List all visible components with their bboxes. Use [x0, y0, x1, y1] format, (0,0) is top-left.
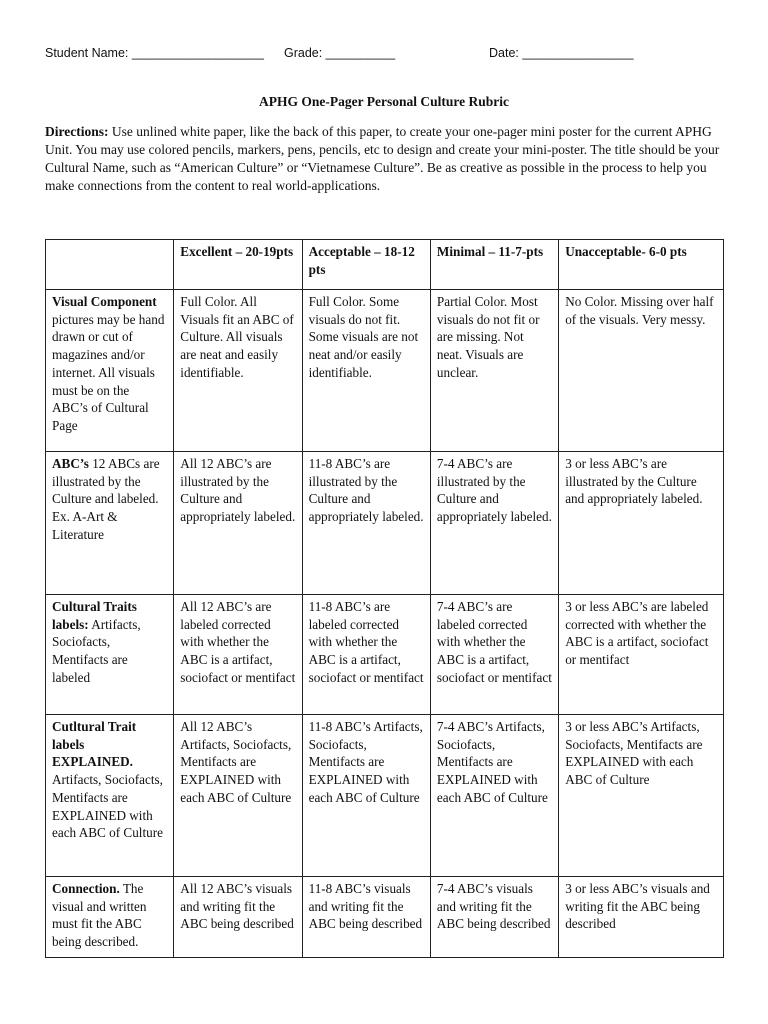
rubric-cell: Full Color. Some visuals do not fit. Some visuals are not neat and/or easily identifiable.	[302, 290, 430, 452]
rubric-cell: 3 or less ABC’s visuals and writing fit the ABC being described	[559, 877, 724, 958]
rubric-cell: All 12 ABC’s are illustrated by the Culture and appropriately labeled.	[174, 452, 302, 595]
table-row	[46, 595, 724, 715]
rubric-cell: 7-4 ABC’s Artifacts, Sociofacts, Mentifacts are EXPLAINED with each ABC of Culture	[430, 715, 558, 877]
criterion-cell: Cultural Traits labels: Artifacts, Sociofacts, Mentifacts are labeled	[46, 595, 174, 715]
rubric-cell: 11-8 ABC’s Artifacts, Sociofacts, Mentifacts are EXPLAINED with each ABC of Culture	[302, 715, 430, 877]
rubric-table	[45, 239, 724, 958]
rubric-cell: 3 or less ABC’s are labeled corrected with whether the ABC is a artifact, sociofact or mentifact	[559, 595, 724, 715]
criterion-cell: Cutltural Trait labels EXPLAINED. Artifacts, Sociofacts, Mentifacts are EXPLAINED with each ABC of Culture	[46, 715, 174, 877]
student-info-header	[45, 46, 725, 66]
directions-paragraph	[45, 123, 725, 195]
header-cell-minimal: Minimal – 11-7-pts	[430, 240, 558, 290]
rubric-cell: 7-4 ABC’s are labeled corrected with whether the ABC is a artifact, sociofact or mentifact	[430, 595, 558, 715]
criterion-cell: Connection. The visual and written must fit the ABC being described.	[46, 877, 174, 958]
rubric-cell: All 12 ABC’s are labeled corrected with whether the ABC is a artifact, sociofact or mentifact	[174, 595, 302, 715]
rubric-cell: All 12 ABC’s Artifacts, Sociofacts, Mentifacts are EXPLAINED with each ABC of Culture	[174, 715, 302, 877]
rubric-cell: No Color. Missing over half of the visuals. Very messy.	[559, 290, 724, 452]
criterion-cell: ABC’s 12 ABCs are illustrated by the Culture and labeled. Ex. A-Art & Literature	[46, 452, 174, 595]
rubric-cell: 11-8 ABC’s visuals and writing fit the ABC being described	[302, 877, 430, 958]
grade-field: Grade: __________	[284, 46, 396, 60]
rubric-cell: 7-4 ABC’s visuals and writing fit the ABC being described	[430, 877, 558, 958]
rubric-cell: 3 or less ABC’s are illustrated by the Culture and appropriately labeled.	[559, 452, 724, 595]
page-title: APHG One-Pager Personal Culture Rubric	[259, 94, 509, 109]
header-cell-acceptable: Acceptable – 18-12 pts	[302, 240, 430, 290]
date-field: Date: ________________	[489, 46, 634, 60]
student-name-field: Student Name: ___________________	[45, 46, 264, 60]
rubric-cell: Partial Color. Most visuals do not fit or are missing. Not neat. Visuals are unclear.	[430, 290, 558, 452]
table-row	[46, 452, 724, 595]
rubric-cell: Full Color. All Visuals fit an ABC of Culture. All visuals are neat and easily identifiable.	[174, 290, 302, 452]
table-header-row	[46, 240, 724, 290]
header-cell-empty	[46, 240, 174, 290]
header-cell-unacceptable: Unacceptable- 6-0 pts	[559, 240, 724, 290]
rubric-cell: 11-8 ABC’s are labeled corrected with whether the ABC is a artifact, sociofact or mentifact	[302, 595, 430, 715]
rubric-cell: 3 or less ABC’s Artifacts, Sociofacts, Mentifacts are EXPLAINED with each ABC of Culture	[559, 715, 724, 877]
directions-label: Directions:	[45, 124, 109, 139]
table-row	[46, 877, 724, 958]
rubric-cell: 11-8 ABC’s are illustrated by the Culture and appropriately labeled.	[302, 452, 430, 595]
table-row	[46, 290, 724, 452]
directions-text: Use unlined white paper, like the back of this paper, to create your one-pager mini poster for the current APHG Unit. You may use colored pencils, markers, pens, pencils, etc to design and create your mini-poster. The title should be your Cultural Name, such as “American Culture” or “Vietnamese Culture”. Be as creative as possible in the process to help you make connections from the content to real world-applications.	[45, 124, 720, 193]
rubric-cell: 7-4 ABC’s are illustrated by the Culture and appropriately labeled.	[430, 452, 558, 595]
rubric-cell: All 12 ABC’s visuals and writing fit the ABC being described	[174, 877, 302, 958]
criterion-cell: Visual Component pictures may be hand drawn or cut of magazines and/or internet. All visuals must be on the ABC’s of Cultural Page	[46, 290, 174, 452]
table-row	[46, 715, 724, 877]
header-cell-excellent: Excellent – 20-19pts	[174, 240, 302, 290]
